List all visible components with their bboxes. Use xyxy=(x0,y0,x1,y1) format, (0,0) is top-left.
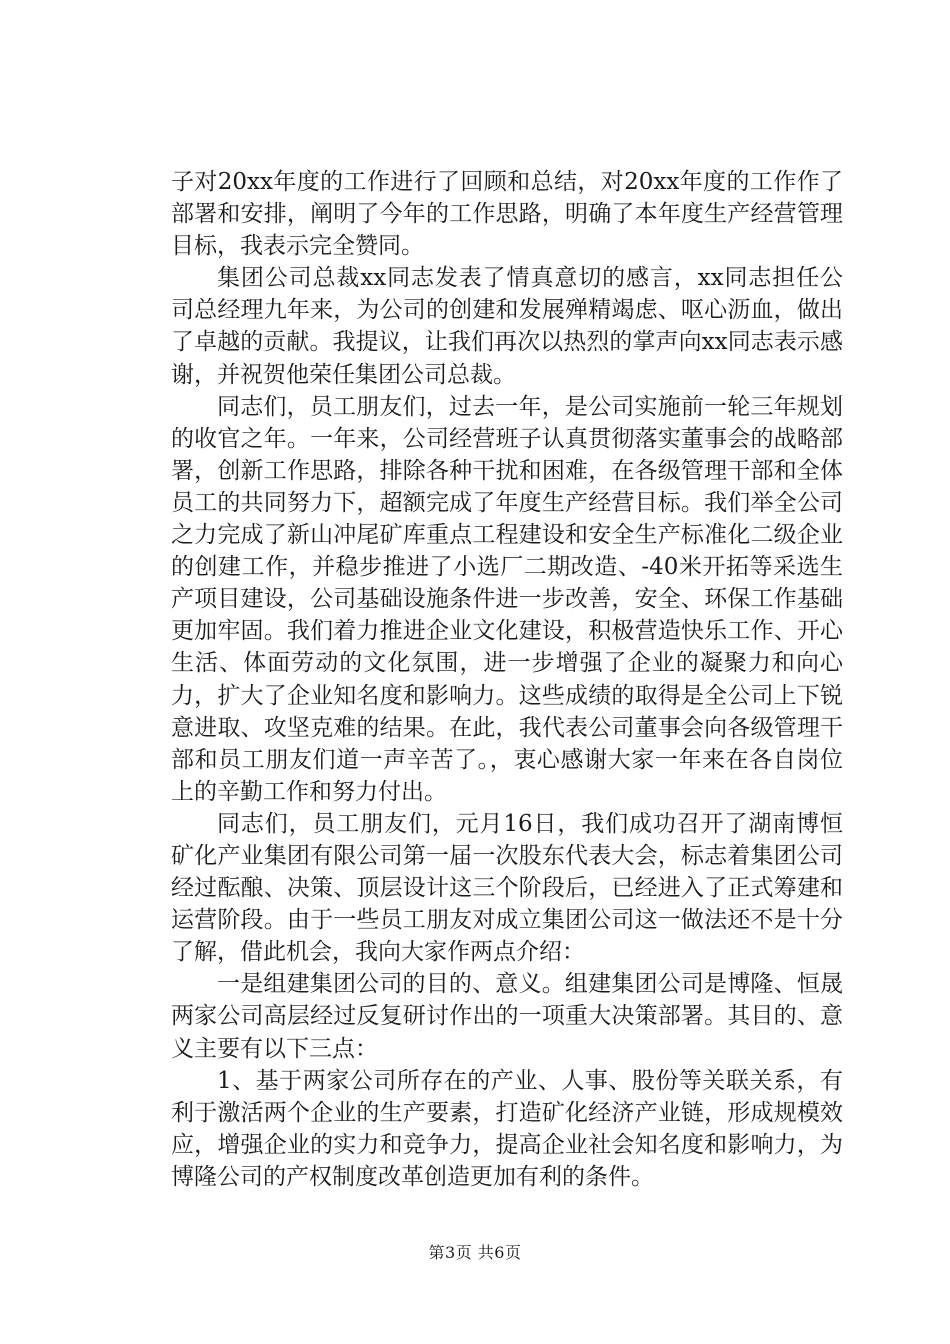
page-footer: 第3页 共6页 xyxy=(428,1243,522,1262)
paragraph-group-founding: 同志们，员工朋友们，元月16日，我们成功召开了湖南博恒矿化产业集团有限公司第一届一次股东代表大会，标志着集团公司经过酝酿、决策、顶层设计这三个阶段后，已经进入了正式筹建和运营阶段。由于一些员工朋友对成立集团公司这一做法还不是十分了解，借此机会，我向大家作两点介绍： xyxy=(171,810,843,966)
paragraph-president-remarks: 集团公司总裁xx同志发表了情真意切的感言，xx同志担任公司总经理九年来，为公司的创建和发展殚精竭虑、呕心沥血，做出了卓越的贡献。我提议，让我们再次以热烈的掌声向xx同志表示感谢，并祝贺他荣任集团公司总裁。 xyxy=(171,265,843,388)
paragraph-continuation: 子对20xx年度的工作进行了回顾和总结，对20xx年度的工作作了部署和安排，阐明了今年的工作思路，明确了本年度生产经营管理目标，我表示完全赞同。 xyxy=(171,169,843,260)
document-body xyxy=(171,166,843,1193)
paragraph-year-review: 同志们，员工朋友们，过去一年，是公司实施前一轮三年规划的收官之年。一年来，公司经营班子认真贯彻落实董事会的战略部署，创新工作思路，排除各种干扰和困难，在各级管理干部和全体员工的共同努力下，超额完成了年度生产经营目标。我们举全公司之力完成了新山冲尾矿库重点工程建设和安全生产标准化二级企业的创建工作，并稳步推进了小选厂二期改造、-40米开拓等采选生产项目建设，公司基础设施条件进一步改善，安全、环保工作基础更加牢固。我们着力推进企业文化建设，积极营造快乐工作、开心生活、体面劳动的文化氛围，进一步增强了企业的凝聚力和向心力，扩大了企业知名度和影响力。这些成绩的取得是全公司上下锐意进取、攻坚克难的结果。在此，我代表公司董事会向各级管理干部和员工朋友们道一声辛苦了。，衷心感谢大家一年来在各自岗位上的辛勤工作和努力付出。 xyxy=(171,393,843,805)
paragraph-point-one: 1、基于两家公司所存在的产业、人事、股份等关联关系，有利于激活两个企业的生产要素，打造矿化经济产业链，形成规模效应，增强企业的实力和竞争力，提高企业社会知名度和影响力，为博隆公司的产权制度改革创造更加有利的条件。 xyxy=(171,1067,843,1190)
paragraph-purpose-intro: 一是组建集团公司的目的、意义。组建集团公司是博隆、恒晟两家公司高层经过反复研讨作出的一项重大决策部署。其目的、意义主要有以下三点： xyxy=(171,971,843,1062)
